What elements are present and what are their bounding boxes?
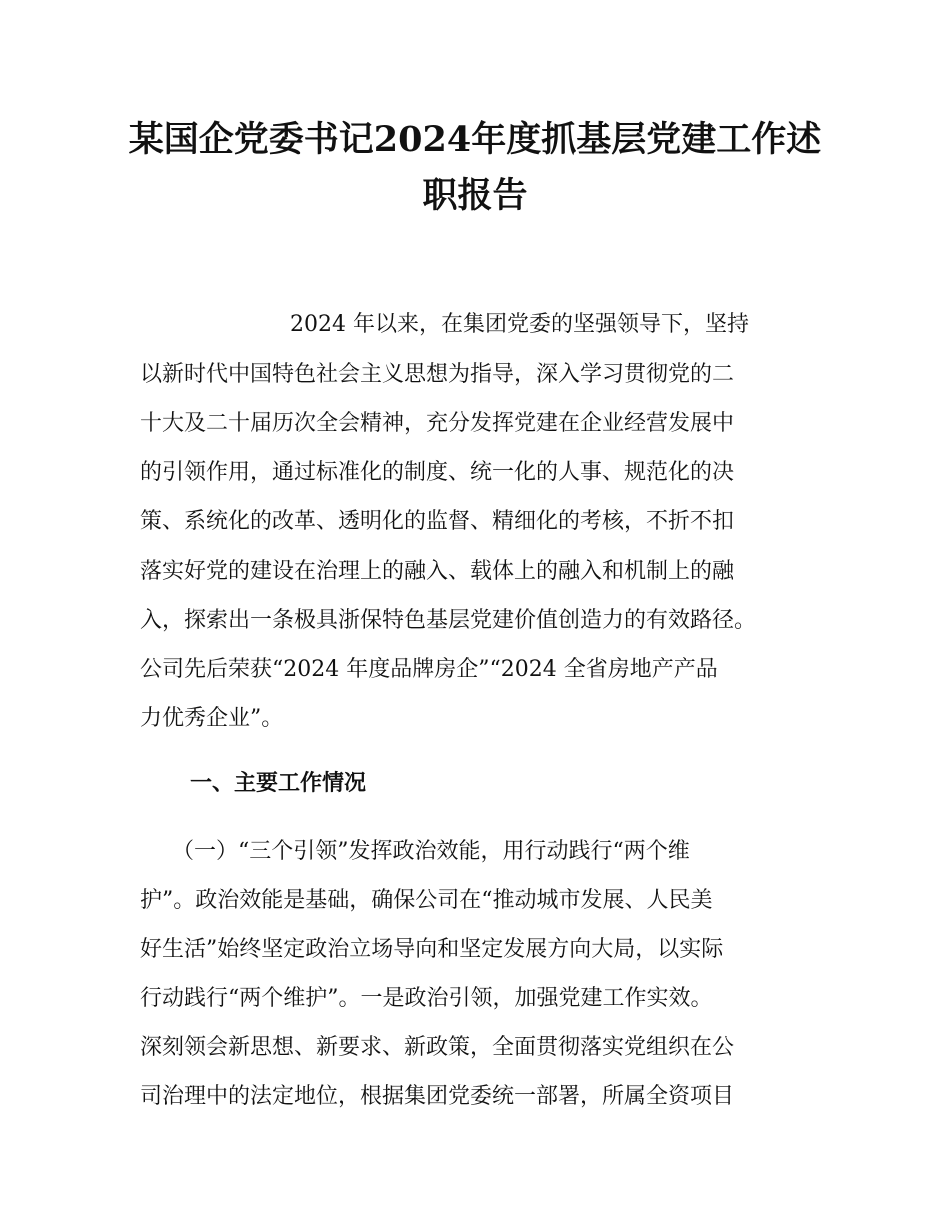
intro-line-7: 入，探索出一条极具浙保特色基层党建价值创造力的有效路径。 <box>140 608 757 633</box>
intro-line-6: 落实好党的建设在治理上的融入、载体上的融入和机制上的融 <box>140 559 735 584</box>
section-line-1: （一）“三个引领”发挥政治效能，用行动践行“两个维 <box>172 839 690 864</box>
section-line-2: 护”。政治效能是基础，确保公司在“推动城市发展、人民美 <box>140 888 713 913</box>
section-line-5: 深刻领会新思想、新要求、新政策，全面贯彻落实党组织在公 <box>140 1035 735 1060</box>
intro-line-5: 策、系统化的改革、透明化的监督、精细化的考核，不折不扣 <box>140 509 735 534</box>
document-title <box>120 112 830 224</box>
title-line-1: 某国企党委书记2024年度抓基层党建工作述 <box>128 119 822 160</box>
intro-line-9: 力优秀企业”。 <box>140 706 284 731</box>
intro-line-3: 十大及二十届历次全会精神，充分发挥党建在企业经营发展中 <box>140 411 735 436</box>
section-line-3: 好生活”始终坚定政治立场导向和坚定发展方向大局，以实际 <box>140 937 724 962</box>
section-heading: 一、主要工作情况 <box>190 771 367 796</box>
intro-line-8: 公司先后荣获“2024 年度品牌房企”“2024 全省房地产产品 <box>140 657 718 682</box>
section-line-4: 行动践行“两个维护”。一是政治引领，加强党建工作实效。 <box>140 986 713 1011</box>
intro-line-2: 以新时代中国特色社会主义思想为指导，深入学习贯彻党的二 <box>140 362 735 387</box>
intro-line-4: 的引领作用，通过标准化的制度、统一化的人事、规范化的决 <box>140 460 735 485</box>
title-line-2: 职报告 <box>422 175 528 216</box>
section-line-6: 司治理中的法定地位，根据集团党委统一部署，所属全资项目 <box>140 1084 735 1109</box>
intro-line-1: 2024 年以来，在集团党委的坚强领导下，坚持 <box>290 312 749 337</box>
